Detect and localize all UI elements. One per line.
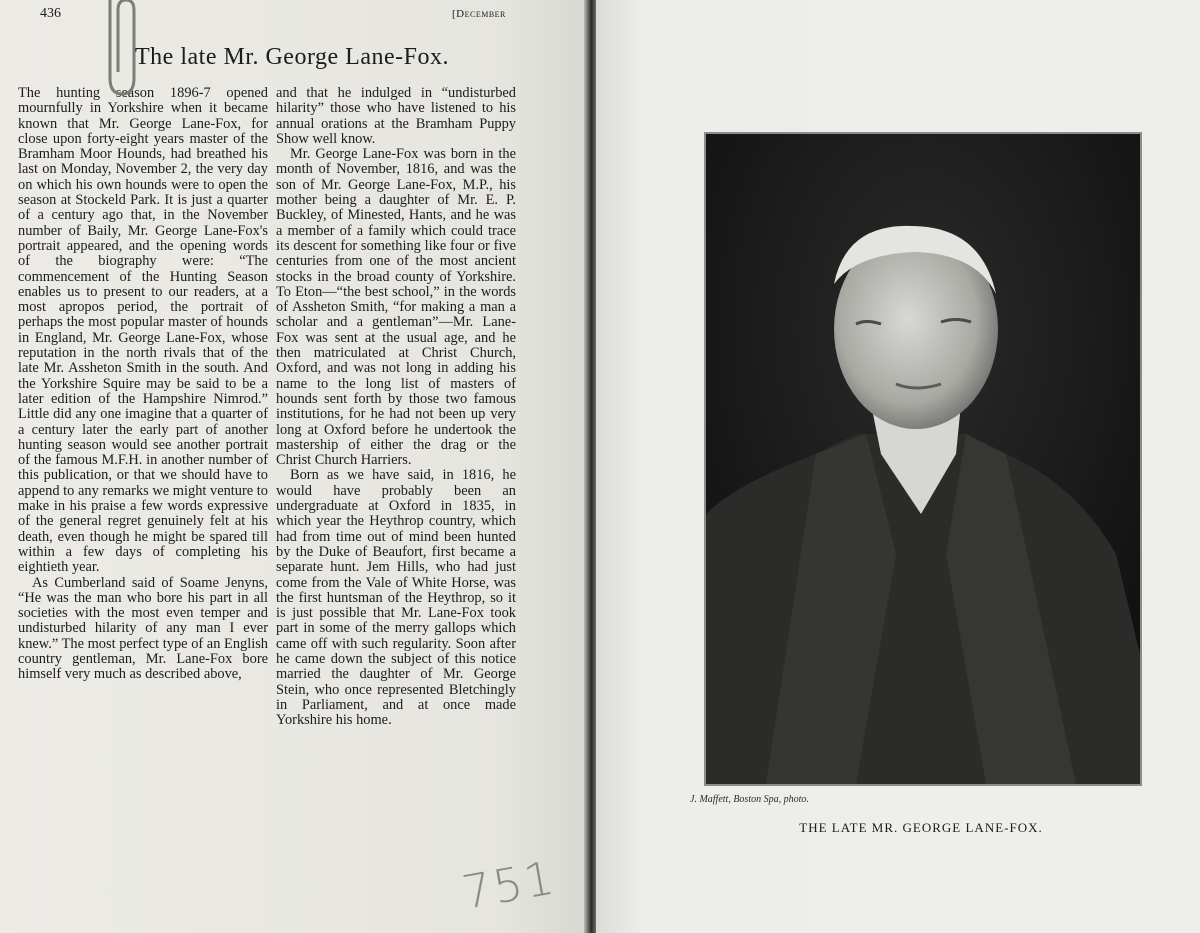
paragraph: As Cumberland said of Soame Jenyns, “He was the man who bore his part in all societies with the most even temper and undisturbed hilarity of any man I ever knew.” The most perfect type of an English country gentleman, Mr. Lane-Fox bore himself very much as described above,	[18, 574, 268, 683]
handwritten-note: 751	[458, 850, 560, 920]
portrait-photo	[704, 132, 1142, 786]
paragraph: and that he indulged in “undisturbed hilarity” those who have listened to his annual orations at the Bramham Puppy Show well know.	[276, 85, 516, 147]
book-gutter	[584, 0, 596, 933]
text-column-1	[18, 86, 268, 683]
paper-clip-icon	[96, 0, 144, 102]
photo-credit: J. Maffett, Boston Spa, photo.	[690, 794, 809, 805]
photo-caption: THE LATE MR. GEORGE LANE-FOX.	[799, 820, 1043, 835]
running-head: [December	[452, 8, 506, 20]
left-page	[0, 0, 584, 933]
article-title: The late Mr. George Lane-Fox.	[135, 44, 449, 70]
text-column-2	[276, 86, 516, 728]
paragraph: Mr. George Lane-Fox was born in the month of November, 1816, and was the son of Mr. George Lane-Fox, M.P., his mother being a daughter of Mr. E. P. Buckley, of Minested, Hants, and he was a member of a family which could trace its descent for something like four or five centuries from one of the most ancient stocks in the broad county of Yorkshire. To Eton—“the best school,” in the words of Assheton Smith, “for making a man a scholar and a gentleman”—Mr. Lane-Fox was sent at the usual age, and he then matriculated at Christ Church, Oxford, and was not long in adding his name to the long list of masters of hounds sent forth by those two famous institutions, for he had not been up very long at Oxford before he undertook the mastership of either the drag or the Christ Church Harriers.	[276, 146, 516, 469]
paragraph: The hunting season 1896-7 opened mournfully in Yorkshire when it became known that Mr. George Lane-Fox, for close upon forty-eight years master of the Bramham Moor Hounds, had breathed his last on Monday, November 2, the very day on which his own hounds were to open the season at Stockeld Park. It is just a quarter of a century ago that, in the November number of Baily, Mr. George Lane-Fox's portrait appeared, and the opening words of the biography were: “The commencement of the Hunting Season enables us to present to our readers, at a most apropos period, the portrait of perhaps the most popular master of hounds in England, Mr. George Lane-Fox, whose reputation in the north rivals that of the late Mr. Assheton Smith in the south. And the Yorkshire Squire may be said to be a later edition of the Hampshire Nimrod.” Little did any one imagine that a quarter of a century later the early part of another hunting season would see another portrait of the famous M.F.H. in another number of this publication, or that we should have to append to any remarks we might venture to make in his praise a few words expressive of the general regret genuinely felt at his death, even though he might be spared till within a few days of completing his eightieth year.	[18, 85, 268, 576]
page-number: 436	[40, 6, 61, 21]
paragraph: Born as we have said, in 1816, he would have probably been an undergraduate at Oxford in 1835, in which year the Heythrop country, which had from time out of mind been hunted by the Duke of Beaufort, first became a separate hunt. Jem Hills, who had just come from the Vale of White Horse, was the first huntsman of the Heythrop, so it is just possible that Mr. Lane-Fox took part in some of the merry gallops which came off with such regularity. Soon after he came down the subject of this notice married the daughter of Mr. George Stein, who once represented Bletchingly in Parliament, and at once made Yorkshire his home.	[276, 467, 516, 729]
